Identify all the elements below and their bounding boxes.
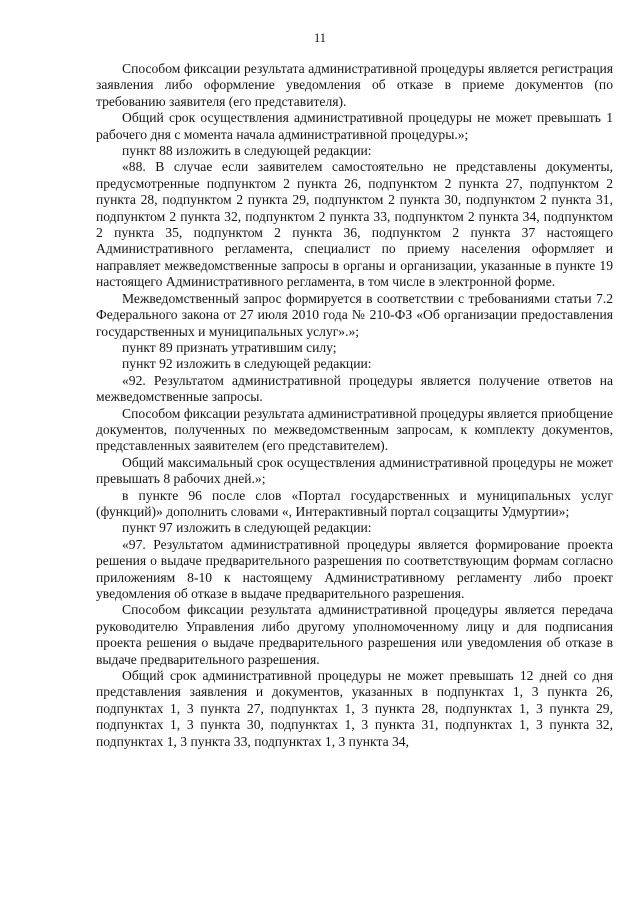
paragraph-term-one-day: Общий срок осуществления административной процедуры не может превышать 1 рабочего дня с момента начала административной процедуры.»; xyxy=(96,110,613,142)
paragraph-amend-96: в пункте 96 после слов «Портал государственных и муниципальных услуг (функций)» дополнить словами «, Интерактивный портал соцзащиты Удмуртии»; xyxy=(96,487,613,519)
document-body xyxy=(96,61,613,750)
paragraph-fixation-attachment: Способом фиксации результата административной процедуры является приобщение документов, полученных по межведомственным запросам, к комплекту документов, представленных заявителем (его представителем). xyxy=(96,405,613,454)
paragraph-fixation-transfer: Способом фиксации результата административной процедуры является передача руководителю Управления либо другому уполномоченному лицу и для подписания проекта решения о выдаче предварительного разрешения или уведомления об отказе в выдаче предварительного разрешения. xyxy=(96,602,613,667)
paragraph-fixation-registration: Способом фиксации результата административной процедуры является регистрация заявления либо оформление уведомления об отказе в приеме документов (по требованию заявителя (его представителя). xyxy=(96,61,613,109)
paragraph-amend-88: пункт 88 изложить в следующей редакции: xyxy=(122,143,372,159)
paragraph-amend-92: пункт 92 изложить в следующей редакции: xyxy=(122,356,372,372)
paragraph-clause-97: «97. Результатом административной процедуры является формирование проекта решения о выдаче предварительного разрешения по соответствующим формам согласно приложениям 8-10 к настоящему Административному регламенту либо проект уведомления об отказе в выдаче предварительного разрешения. xyxy=(96,536,613,601)
paragraph-repeal-89: пункт 89 признать утратившим силу; xyxy=(122,339,337,355)
paragraph-term-twelve-days: Общий срок административной процедуры не может превышать 12 дней со дня представления заявления и документов, указанных в подпунктах 1, 3 пункта 26, подпунктах 1, 3 пункта 27, подпунктах 1, 3 пункта 28, подпунктах 1, 3 пункта 29, подпунктах 1, 3 пункта 30, подпунктах 1, 3 пункта 31, подпунктах 1, 3 пункта 32, подпунктах 1, 3 пункта 33, подпунктах 1, 3 пункта 34, xyxy=(96,668,613,749)
paragraph-clause-92: «92. Результатом административной процедуры является получение ответов на межведомственные запросы. xyxy=(96,372,613,405)
paragraph-term-eight-days: Общий максимальный срок осуществления административной процедуры не может превышать 8 рабочих дней.»; xyxy=(96,454,613,487)
paragraph-amend-97: пункт 97 изложить в следующей редакции: xyxy=(122,520,372,536)
paragraph-clause-88: «88. В случае если заявителем самостоятельно не представлены документы, предусмотренные подпунктом 2 пункта 26, подпунктом 2 пункта 27, подпунктом 2 пункта 28, подпунктом 2 пункта 29, подпунктом 2 пункта 30, подпунктом 2 пункта 31, подпунктом 2 пункта 32, подпунктом 2 пункта 33, подпунктом 2 пункта 34, подпунктом 2 пункта 35, подпунктом 2 пункта 36, подпунктом 2 пункта 37 настоящего Административного регламента, специалист по приему населения оформляет и направляет межведомственные запросы в органы и организации, указанные в пункте 19 настоящего Административного регламента, в том числе в электронной форме. xyxy=(96,159,613,290)
page-number: 11 xyxy=(313,31,327,45)
paragraph-interagency-request: Межведомственный запрос формируется в соответствии с требованиями статьи 7.2 Федерального закона от 27 июля 2010 года № 210-ФЗ «Об организации предоставления государственных и муниципальных услуг».»; xyxy=(96,290,613,339)
